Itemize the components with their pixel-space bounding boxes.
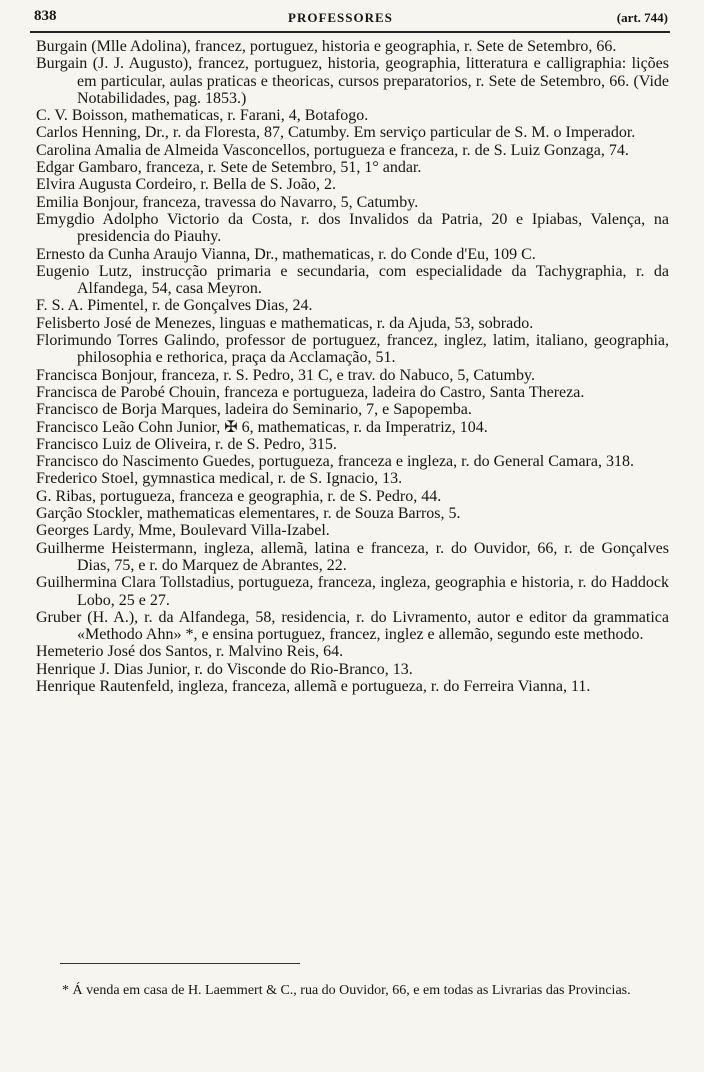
list-item: Eugenio Lutz, instrucção primaria e secundaria, com especialidade da Tachygraphia, r. da Alfandega, 54, casa Meyron. bbox=[36, 262, 669, 298]
list-item: Ernesto da Cunha Araujo Vianna, Dr., mathematicas, r. do Conde d'Eu, 109 C. bbox=[36, 245, 536, 263]
list-item: Elvira Augusta Cordeiro, r. Bella de S. João, 2. bbox=[36, 176, 336, 194]
entry-list bbox=[36, 38, 669, 695]
list-item: Francisca Bonjour, franceza, r. S. Pedro, 31 C, e trav. do Nabuco, 5, Catumby. bbox=[36, 366, 535, 384]
list-item: C. V. Boisson, mathematicas, r. Farani, 4, Botafogo. bbox=[36, 107, 369, 125]
list-item: Francisca de Parobé Chouin, franceza e portugueza, ladeira do Castro, Santa Thereza. bbox=[36, 383, 585, 401]
list-item: F. S. A. Pimentel, r. de Gonçalves Dias, 24. bbox=[36, 297, 313, 315]
list-item: Florimundo Torres Galindo, professor de portuguez, francez, inglez, latim, italiano, geographia, philosophia e rethorica, praça da Acclamação, 51. bbox=[36, 332, 669, 367]
list-item: Carolina Amalia de Almeida Vasconcellos, portugueza e franceza, r. de S. Luiz Gonzaga, 74. bbox=[36, 141, 629, 159]
list-item: Garção Stockler, mathematicas elementares, r. de Souza Barros, 5. bbox=[36, 505, 461, 523]
list-item: Georges Lardy, Mme, Boulevard Villa-Izabel. bbox=[36, 522, 330, 540]
footnote-rule bbox=[60, 963, 300, 964]
list-item: Hemeterio José dos Santos, r. Malvino Reis, 64. bbox=[36, 643, 344, 661]
footnote: * Á venda em casa de H. Laemmert & C., rua do Ouvidor, 66, e em todas as Livrarias das Provincias. bbox=[62, 983, 631, 998]
list-item: Emilia Bonjour, franceza, travessa do Navarro, 5, Catumby. bbox=[36, 193, 419, 211]
list-item: Francisco Luiz de Oliveira, r. de S. Pedro, 315. bbox=[36, 435, 337, 453]
list-item: Francisco de Borja Marques, ladeira do Seminario, 7, e Sapopemba. bbox=[36, 401, 472, 419]
list-item: Henrique Rautenfeld, ingleza, franceza, allemã e portugueza, r. do Ferreira Vianna, 11. bbox=[36, 677, 591, 695]
list-item: Burgain (Mlle Adolina), francez, portuguez, historia e geographia, r. Sete de Setembro, 66. bbox=[36, 38, 617, 55]
list-item: Emygdio Adolpho Victorio da Costa, r. dos Invalidos da Patria, 20 e Ipiabas, Valença, na presidencia do Piauhy. bbox=[36, 210, 669, 246]
list-item: Carlos Henning, Dr., r. da Floresta, 87, Catumby. Em serviço particular de S. M. o Imperador. bbox=[36, 124, 636, 142]
page-header bbox=[30, 8, 670, 30]
section-title: PROFESSORES bbox=[288, 10, 393, 25]
article-reference: (art. 744) bbox=[616, 10, 668, 25]
list-item: Francisco do Nascimento Guedes, portugueza, franceza e ingleza, r. do General Camara, 318. bbox=[36, 453, 634, 471]
list-item: Guilhermina Clara Tollstadius, portugueza, franceza, ingleza, geographia e historia, r. do Haddock Lobo, 25 e 27. bbox=[36, 574, 669, 609]
list-item: Guilherme Heistermann, ingleza, allemã, latina e franceza, r. do Ouvidor, 66, r. de Gonçalves Dias, 75, e r. do Marquez de Abrantes, 22. bbox=[36, 539, 669, 574]
list-item: Edgar Gambaro, franceza, r. Sete de Setembro, 51, 1° andar. bbox=[36, 159, 422, 177]
header-rule bbox=[30, 31, 670, 33]
list-item: Felisberto José de Menezes, linguas e mathematicas, r. da Ajuda, 53, sobrado. bbox=[36, 314, 534, 332]
list-item: Burgain (J. J. Augusto), francez, portuguez, historia, geographia, litteratura e calligraphia: lições em particular, aulas praticas e theoricas, cursos preparatorios, r. Sete de Setembro, 66. (Vide Notabilidades, pag. 1853.) bbox=[36, 55, 669, 107]
list-item: G. Ribas, portugueza, franceza e geographia, r. de S. Pedro, 44. bbox=[36, 487, 442, 505]
list-item: Frederico Stoel, gymnastica medical, r. de S. Ignacio, 13. bbox=[36, 470, 403, 488]
list-item: Henrique J. Dias Junior, r. do Visconde do Rio-Branco, 13. bbox=[36, 660, 413, 678]
list-item: Francisco Leão Cohn Junior, ✠ 6, mathematicas, r. da Imperatriz, 104. bbox=[36, 418, 488, 436]
page-number: 838 bbox=[34, 8, 57, 24]
list-item: Gruber (H. A.), r. da Alfandega, 58, residencia, r. do Livramento, autor e editor da grammatica «Methodo Ahn» *, e ensina portuguez, francez, inglez e allemão, segundo este methodo. bbox=[36, 608, 669, 644]
